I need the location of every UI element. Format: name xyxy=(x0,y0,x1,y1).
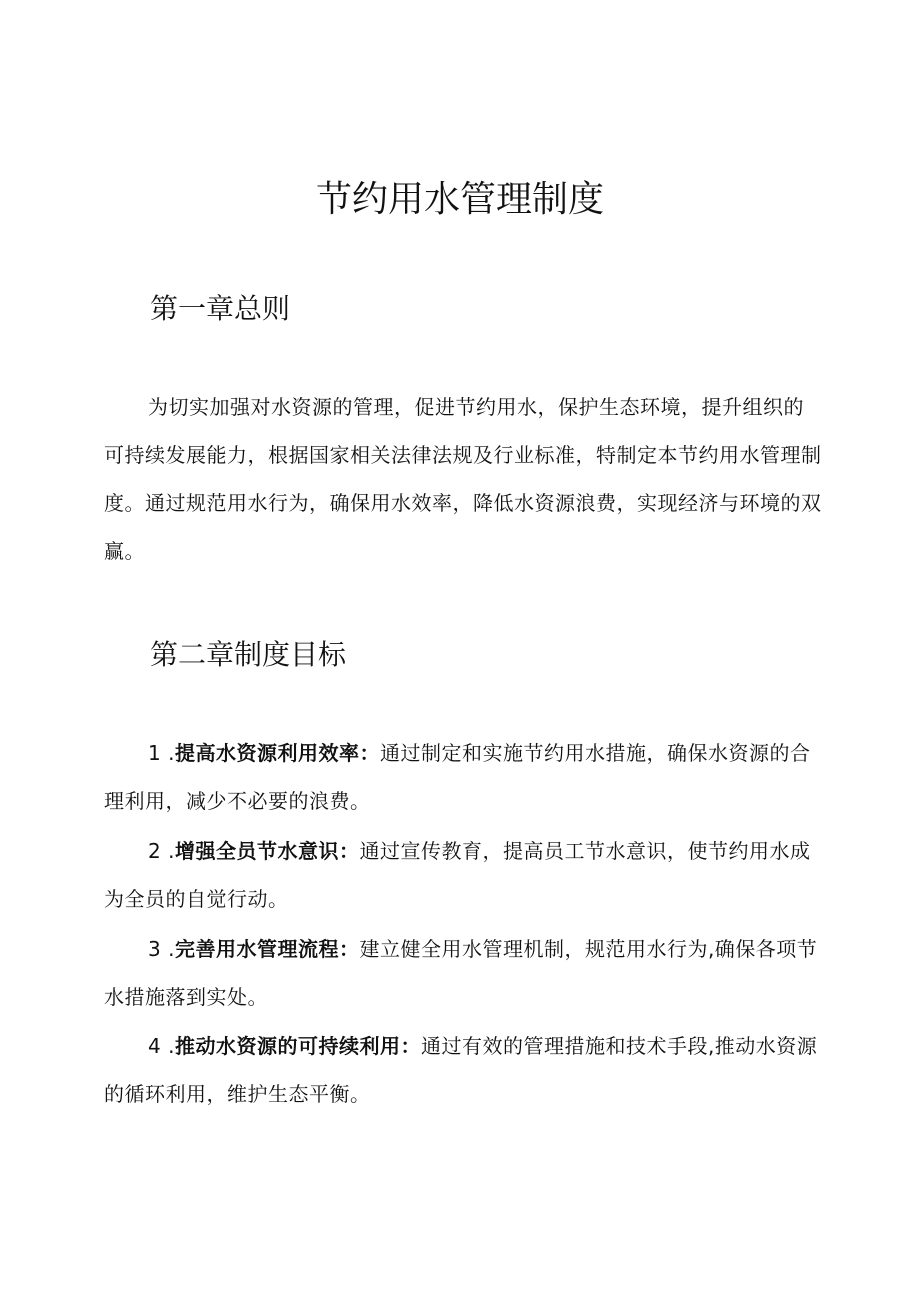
chapter1-heading: 第一章总则 xyxy=(150,292,291,325)
goal-item-text: 通过宣传教育，提高员工节水意识，使节约用水成为全员的自觉行动。 xyxy=(104,839,811,911)
goal-item-number: 3 . xyxy=(148,937,175,961)
goal-item-number: 1 . xyxy=(148,741,175,765)
goal-item-2 xyxy=(104,827,824,923)
goal-item-4 xyxy=(104,1022,824,1118)
goal-item-number: 2 . xyxy=(148,839,175,863)
chapter2-heading: 第二章制度目标 xyxy=(150,638,347,671)
goal-item-text: 通过制定和实施节约用水措施，确保水资源的合理利用，减少不必要的浪费。 xyxy=(104,741,811,813)
goal-item-text: 通过有效的管理措施和技术手段,推动水资源的循环利用，维护生态平衡。 xyxy=(104,1034,818,1106)
document-title: 节约用水管理制度 xyxy=(315,179,604,220)
goal-item-number: 4 . xyxy=(148,1034,175,1058)
goal-item-lead: 完善用水管理流程： xyxy=(174,937,360,961)
goal-item-lead: 提高水资源利用效率： xyxy=(174,741,380,765)
goal-item-text: 建立健全用水管理机制，规范用水行为,确保各项节水措施落到实处。 xyxy=(104,937,818,1009)
goal-item-3 xyxy=(104,925,824,1021)
goal-item-1 xyxy=(104,729,824,825)
goal-item-lead: 增强全员节水意识： xyxy=(174,839,360,863)
chapter1-paragraph: 为切实加强对水资源的管理，促进节约用水，保护生态环境，提升组织的可持续发展能力，根据国家相关法律法规及行业标准，特制定本节约用水管理制度。通过规范用水行为，确保用水效率，降低水资源浪费，实现经济与环境的双赢。 xyxy=(104,395,822,563)
goal-item-lead: 推动水资源的可持续利用： xyxy=(174,1034,421,1058)
